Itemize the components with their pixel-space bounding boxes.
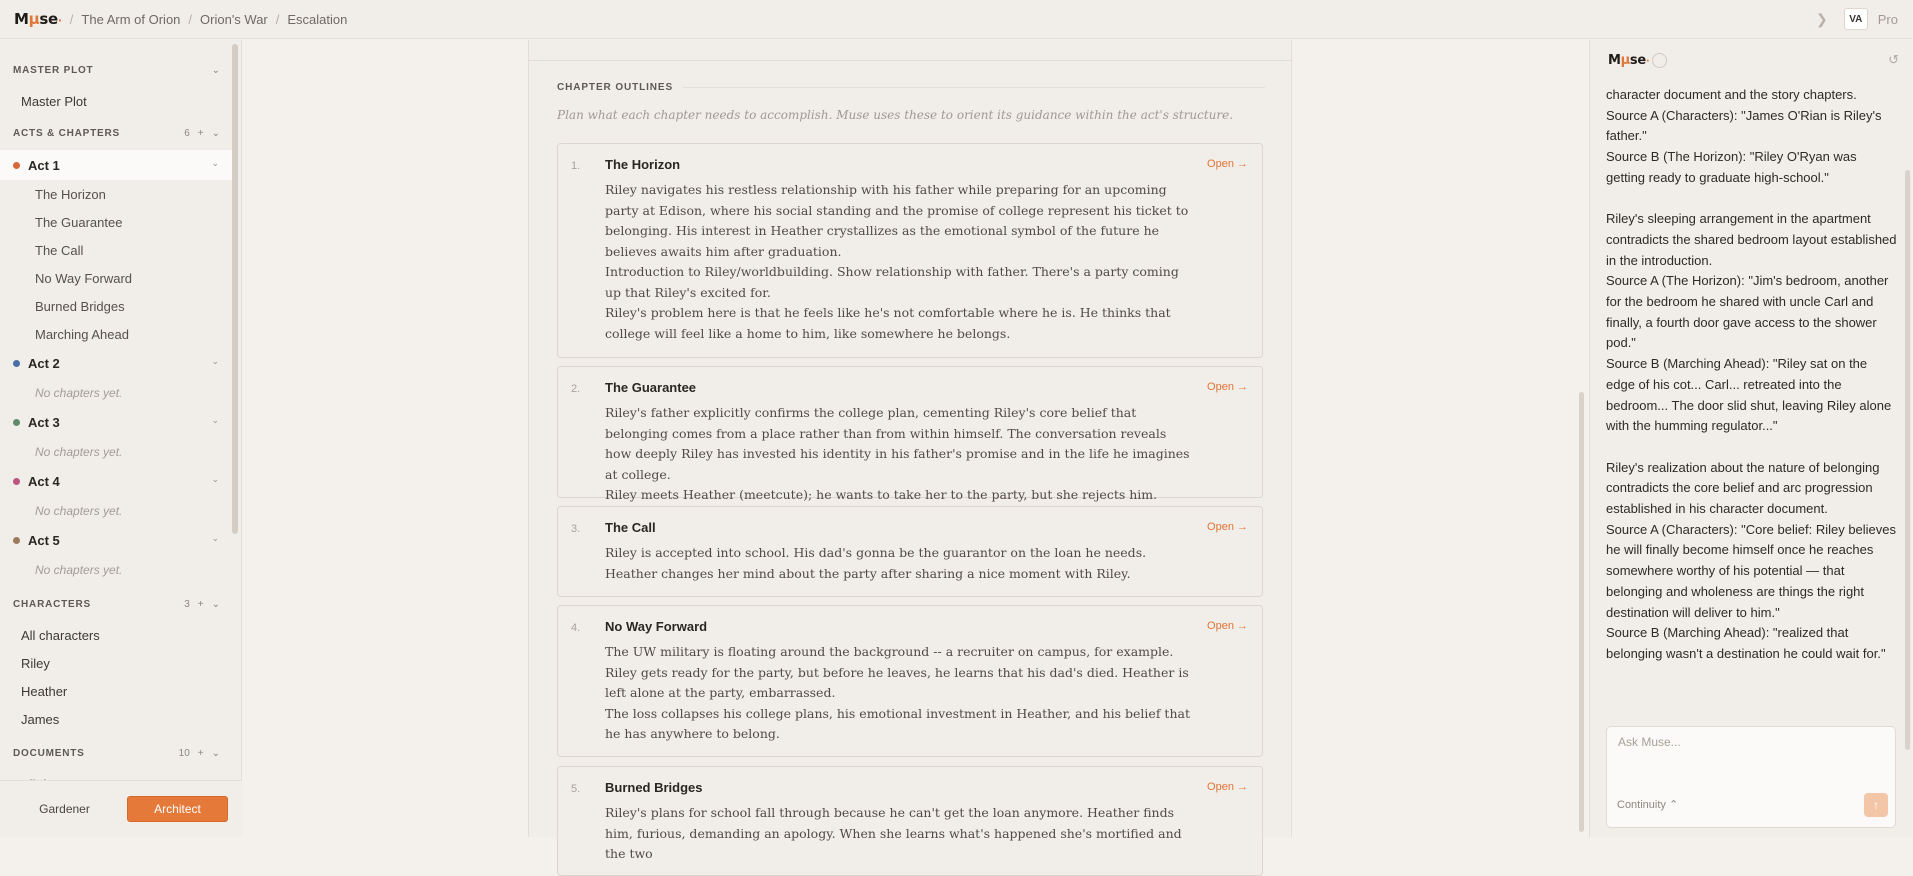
- plus-icon[interactable]: +: [197, 747, 204, 759]
- chapter-summary[interactable]: Riley is accepted into school. His dad's gonna be the guarantor on the loan he needs. Heather changes her mind about the party after sharing a nice moment with Riley.: [605, 545, 1147, 581]
- breadcrumb-separator: /: [275, 11, 280, 27]
- mode-dropdown[interactable]: Continuity ⌃: [1617, 799, 1679, 811]
- act-color-dot: [13, 162, 20, 169]
- chapter-item[interactable]: The Guarantee: [35, 214, 123, 230]
- chevron-down-icon[interactable]: ⌄: [211, 747, 220, 759]
- chevron-down-icon[interactable]: ⌄: [211, 415, 219, 425]
- open-chapter-link[interactable]: Open →: [1207, 158, 1248, 170]
- chapter-card[interactable]: [557, 143, 1263, 358]
- open-chapter-link[interactable]: Open →: [1207, 521, 1248, 533]
- sidebar-item-character[interactable]: James: [21, 711, 60, 727]
- chat-line: character document and the story chapters.: [1606, 87, 1857, 102]
- chapter-title: No Way Forward: [605, 619, 708, 634]
- chevron-down-icon[interactable]: ⌄: [211, 158, 219, 168]
- architect-mode-button[interactable]: Architect: [127, 796, 228, 822]
- chat-line: Riley's sleeping arrangement in the apartment contradicts the shared bedroom layout established in the introduction.: [1606, 211, 1897, 268]
- open-chapter-link[interactable]: Open →: [1207, 381, 1248, 393]
- chapter-item[interactable]: No Way Forward: [35, 270, 133, 286]
- chevron-down-icon[interactable]: ⌄: [211, 598, 220, 610]
- main-panel: [243, 40, 1589, 861]
- ask-muse-input[interactable]: [1618, 735, 1883, 775]
- chapter-title: The Guarantee: [605, 380, 697, 395]
- chapter-number: 5.: [571, 783, 581, 795]
- chevron-up-icon: ⌃: [1668, 799, 1679, 811]
- chat-line: Source B (Marching Ahead): "realized that belonging wasn't a destination he could wait for.": [1606, 625, 1886, 661]
- chapter-summary[interactable]: Riley navigates his restless relationship with his father while preparing for an upcoming party at Edison, where his social standing and the promise of college represent his ticket to belonging. His interest in Heather crystallizes as the emotional symbol of the future he believes awaits him after graduation. Introduction to Riley/worldbuilding. Show relationship with father. There's a party coming up that Riley's excited for. Riley's problem here is that he feels like he's not comfortable where he is. He thinks that college will feel like a home to him, like somewhere he belongs.: [605, 182, 1189, 341]
- chapter-summary[interactable]: Riley's plans for school fall through because he can't get the loan anymore. Heather finds him, furious, demanding an apology. When she learns what's happened she's mortified and the two: [605, 805, 1182, 861]
- chapter-item[interactable]: Burned Bridges: [35, 298, 125, 314]
- chevron-down-icon[interactable]: ⌄: [211, 64, 220, 76]
- act-2[interactable]: Act 2 ⌄: [0, 348, 232, 378]
- chevron-down-icon[interactable]: ⌄: [211, 533, 219, 543]
- sidebar-item-character[interactable]: Heather: [21, 683, 68, 699]
- open-chapter-link[interactable]: Open →: [1207, 620, 1248, 632]
- chat-spacer: [1606, 189, 1898, 210]
- muse-panel-logo: Mμse·: [1608, 52, 1650, 68]
- chat-line: Source A (Characters): "James O'Rian is Riley's father.": [1606, 107, 1882, 144]
- chat-line: Riley's realization about the nature of belonging contradicts the core belief and arc progression established in his character document.: [1606, 459, 1880, 517]
- top-bar: [0, 0, 1912, 39]
- muse-scrollbar[interactable]: [1905, 170, 1910, 750]
- chapter-number: 3.: [571, 523, 581, 535]
- sidebar: [0, 40, 242, 837]
- breadcrumb-separator: /: [188, 11, 193, 27]
- chapter-item[interactable]: Marching Ahead: [35, 326, 129, 342]
- act-1[interactable]: Act 1 ⌄: [0, 150, 232, 180]
- acts-count: 6: [184, 127, 190, 139]
- sidebar-scrollbar[interactable]: [232, 44, 238, 534]
- avatar[interactable]: VA: [1844, 8, 1868, 30]
- chapter-title: The Horizon: [605, 157, 681, 172]
- chapter-item[interactable]: The Horizon: [35, 186, 106, 202]
- act-color-dot: [13, 419, 20, 426]
- section-master-plot[interactable]: MASTER PLOT ⌄: [13, 64, 220, 76]
- chapter-title: The Call: [605, 520, 656, 535]
- plan-badge: Pro: [1877, 11, 1898, 27]
- chevron-down-icon[interactable]: ⌄: [211, 127, 220, 139]
- chapter-item[interactable]: The Call: [35, 242, 84, 258]
- chapter-card[interactable]: [557, 605, 1263, 757]
- breadcrumb-separator: /: [69, 11, 74, 27]
- act-color-dot: [13, 360, 20, 367]
- section-characters[interactable]: CHARACTERS 3 + ⌄: [13, 598, 220, 610]
- muse-logo[interactable]: Mμse·: [14, 10, 62, 28]
- main-scrollbar[interactable]: [1579, 392, 1584, 832]
- plus-icon[interactable]: +: [197, 127, 204, 139]
- send-button[interactable]: [1864, 793, 1888, 817]
- ask-muse-box: [1606, 726, 1896, 828]
- breadcrumb-section[interactable]: Escalation: [287, 11, 348, 27]
- chapter-card[interactable]: [557, 366, 1263, 502]
- chapter-card[interactable]: [557, 506, 1263, 597]
- chapter-summary[interactable]: Riley's father explicitly confirms the college plan, cementing Riley's core belief that belonging comes from a place rather than from within himself. The conversation reveals how deeply Riley has invested his identity in his father's promise and in the life he imagines at college. Riley meets Heather (meetcute); he wants to take her to the party, but she rejects him.: [605, 405, 1190, 502]
- section-documents[interactable]: DOCUMENTS 10 + ⌄: [13, 747, 220, 759]
- outline-page: [528, 40, 1292, 861]
- chevron-right-icon[interactable]: ❯: [1816, 10, 1828, 27]
- breadcrumb-project[interactable]: The Arm of Orion: [81, 11, 181, 27]
- empty-chapters-note: No chapters yet.: [35, 503, 123, 518]
- chapter-title: Burned Bridges: [605, 780, 703, 795]
- chapter-number: 2.: [571, 383, 581, 395]
- sidebar-item-master-plot[interactable]: Master Plot: [21, 93, 87, 109]
- chapter-card[interactable]: [557, 766, 1263, 876]
- documents-count: 10: [178, 747, 190, 759]
- chevron-down-icon[interactable]: ⌄: [211, 356, 219, 366]
- act-color-dot: [13, 478, 20, 485]
- characters-count: 3: [184, 598, 190, 610]
- sidebar-scroll-area: [0, 40, 232, 780]
- arrow-up-icon: ↑: [1873, 798, 1879, 812]
- breadcrumb-book[interactable]: Orion's War: [200, 11, 268, 27]
- chapter-number: 1.: [571, 160, 581, 172]
- chat-line: Source B (Marching Ahead): "Riley sat on the edge of his cot... Carl... retreated into the bedroom... The door slid shut, leaving Riley alone with the humming regulator...": [1606, 356, 1892, 434]
- gardener-mode-button[interactable]: Gardener: [39, 802, 90, 816]
- chat-line: Source B (The Horizon): "Riley O'Ryan was getting ready to graduate high-school.": [1606, 149, 1857, 185]
- empty-chapters-note: No chapters yet.: [35, 385, 123, 400]
- empty-chapters-note: No chapters yet.: [35, 444, 123, 459]
- sidebar-item-character[interactable]: Riley: [21, 655, 50, 671]
- muse-header: [1590, 40, 1913, 80]
- sidebar-item-all-characters[interactable]: All characters: [21, 627, 100, 643]
- act-3[interactable]: Act 3 ⌄: [0, 407, 232, 437]
- section-acts-chapters[interactable]: ACTS & CHAPTERS 6 + ⌄: [13, 127, 220, 139]
- muse-chat-log: [1606, 85, 1898, 757]
- chapter-outlines-heading: CHAPTER OUTLINES: [557, 82, 1265, 93]
- loading-spinner-icon: [1652, 53, 1667, 68]
- chat-spacer: [1606, 437, 1898, 458]
- chapter-number: 4.: [571, 622, 581, 634]
- chapter-outlines-subtitle: Plan what each chapter needs to accomplish. Muse uses these to orient its guidance within the act's structure.: [557, 108, 1234, 122]
- mode-switcher: [0, 780, 242, 837]
- divider: [529, 60, 1293, 61]
- chapter-summary[interactable]: The UW military is floating around the background -- a recruiter on campus, for example. Riley gets ready for the party, but before he leaves, he learns that his dad's died. Heather is left alone at the party, embarrassed. The loss collapses his college plans, his emotional investment in Heather, and his belief that he has anywhere to belong.: [605, 644, 1190, 741]
- plus-icon[interactable]: +: [197, 598, 204, 610]
- open-chapter-link[interactable]: Open →: [1207, 781, 1248, 793]
- empty-chapters-note: No chapters yet.: [35, 562, 123, 577]
- act-4[interactable]: Act 4 ⌄: [0, 466, 232, 496]
- chevron-down-icon[interactable]: ⌄: [211, 474, 219, 484]
- chat-line: Source A (The Horizon): "Jim's bedroom, another for the bedroom he shared with uncle Carl and finally, a fourth door gave access to the shower pod.": [1606, 273, 1889, 351]
- muse-panel: [1589, 40, 1912, 837]
- chat-line: Source A (Characters): "Core belief: Riley believes he will finally become himself once he reaches somewhere worthy of his potential — that belonging and wholeness are things the right destination will deliver to him.": [1606, 521, 1897, 620]
- act-color-dot: [13, 537, 20, 544]
- act-5[interactable]: Act 5 ⌄: [0, 525, 232, 555]
- refresh-icon[interactable]: ↺: [1888, 52, 1899, 67]
